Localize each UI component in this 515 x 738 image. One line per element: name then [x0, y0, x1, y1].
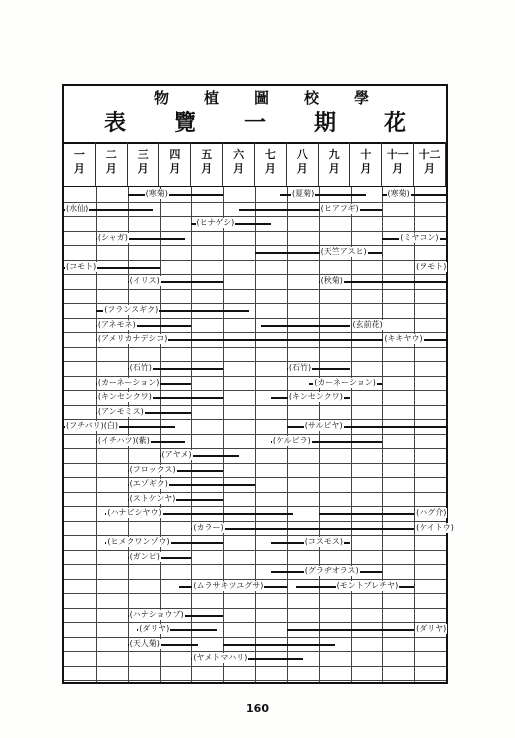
plant-label: (コモト) [66, 261, 97, 271]
grid-hline [64, 477, 446, 478]
flowering-chart [62, 84, 454, 684]
grid-hline [64, 506, 446, 507]
grid-hline [64, 521, 446, 522]
plant-label: (アンモミス) [97, 406, 144, 416]
grid-hline [64, 593, 446, 594]
plant-label: (ムラサキツユグサ) [193, 580, 264, 590]
plant-label: (石竹) [129, 363, 152, 372]
plant-label: (秋菊) [320, 276, 343, 285]
plant-label: (ヒメクワンゾウ) [107, 537, 170, 546]
plant-label: (サルビヤ) [304, 421, 343, 430]
month-header: 十 月 [351, 142, 383, 186]
month-header: 七 月 [255, 142, 287, 186]
plant-label: (ヒナゲシ) [196, 218, 235, 227]
plant-label: (天竺アスヒ) [320, 247, 367, 256]
grid-hline [64, 274, 446, 275]
bloom-period-bar [319, 513, 415, 515]
bloom-period-bar [239, 209, 382, 211]
title-char: 植 [204, 89, 220, 107]
plant-label: (天人菊) [129, 638, 160, 648]
month-header: 二 月 [96, 142, 128, 186]
plant-label: (フランスギク) [104, 305, 159, 314]
grid-hline [64, 405, 446, 406]
plant-label: (キキヤウ) [384, 334, 423, 343]
month-header: 八 月 [287, 142, 319, 186]
plant-label: (カーネーション) [97, 377, 160, 387]
month-header: 三 月 [128, 142, 160, 186]
plant-label: (イリス) [129, 276, 160, 285]
grid-hline [64, 245, 446, 246]
plant-label: (カーネーション) [314, 377, 376, 387]
bloom-period-bar [128, 194, 224, 196]
grid-hline [64, 579, 446, 580]
grid-hline [64, 419, 446, 420]
grid-hline [64, 535, 446, 536]
month-header: 一 月 [64, 142, 96, 186]
grid-hline [64, 376, 446, 377]
plant-label: (ハナショウブ) [129, 609, 184, 619]
title-char: 圖 [254, 89, 270, 107]
month-header: 五 月 [191, 142, 223, 186]
plant-label: (玄前花) [352, 319, 383, 329]
bloom-period-bar [223, 644, 334, 646]
plant-label: (寒菊) [387, 189, 410, 198]
plant-label: (ダリヤ) [139, 624, 170, 633]
grid-hline [64, 564, 446, 565]
plant-label: (フチバリ)(白) [66, 421, 119, 430]
plant-label: (ストケンヤ) [129, 493, 176, 503]
plant-label: (アネモネ) [97, 319, 136, 329]
plant-label: (フロックス) [129, 464, 176, 474]
plant-label: (キンセンクワ) [288, 392, 343, 401]
plant-label: (ガンピ) [129, 551, 160, 561]
title-char: 一 [244, 110, 267, 136]
grid-hline [64, 216, 446, 217]
plant-label: (ハグ介) [416, 508, 447, 517]
grid-hline [64, 637, 446, 638]
grid-hline [64, 434, 446, 435]
grid-hline [64, 260, 446, 261]
grid-hline [64, 289, 446, 290]
bloom-period-bar [287, 528, 414, 530]
title-char: 物 [154, 89, 170, 107]
month-header: 九 月 [319, 142, 351, 186]
bloom-period-bar [261, 325, 350, 327]
grid-hline [64, 666, 446, 667]
plant-label: (石竹) [288, 363, 312, 372]
month-header-row [64, 142, 446, 187]
plant-label: (キンセンクワ) [97, 392, 152, 401]
plant-label: (コスモス) [304, 537, 343, 546]
plant-label: (ヒアフギ) [320, 203, 359, 213]
plant-label: (イチハツ)(紫) [97, 435, 150, 445]
grid-hline [64, 463, 446, 464]
plant-label: (ヲモト) [416, 261, 447, 271]
grid-hline [64, 347, 446, 348]
plant-label: (ハナビシヤウ) [107, 508, 162, 517]
grid-hline [64, 332, 446, 333]
plant-label: (ケルビラ) [272, 435, 311, 445]
plant-label: (寒菊) [145, 189, 168, 198]
page-number: 160 [246, 702, 269, 715]
plant-label: (ヤメトマハリ) [193, 653, 248, 662]
grid-hline [64, 608, 446, 609]
month-header: 四 月 [160, 142, 192, 186]
plant-label: (グラヂオラス) [304, 566, 359, 575]
title-char: 學 [354, 89, 370, 107]
title-char: 花 [384, 110, 407, 136]
grid-hline [64, 361, 446, 362]
plant-label: (夏菊) [292, 189, 315, 198]
plant-label: (カラー) [193, 522, 224, 532]
grid-hline [64, 303, 446, 304]
grid-hline [64, 202, 446, 203]
month-header: 十一 月 [382, 142, 414, 186]
plant-label: (ケイトウ) [416, 522, 454, 532]
bloom-period-bar [287, 629, 414, 631]
plant-label: (ミヤコン) [400, 232, 439, 242]
title-char: 表 [104, 110, 127, 136]
plant-label: (エゾギク) [129, 479, 168, 488]
plant-label: (ダリヤ) [416, 624, 447, 633]
grid-hline [64, 550, 446, 551]
title-char: 期 [314, 110, 337, 136]
plant-label: (モントブレチヤ) [336, 580, 399, 590]
plant-label: (シャガ) [97, 232, 128, 242]
grid-hline [64, 318, 446, 319]
chart-header [64, 86, 446, 144]
plant-label: (アメリカナデシコ) [97, 334, 168, 343]
grid-hline [64, 651, 446, 652]
grid-hline [64, 448, 446, 449]
plant-label: (アヤメ) [161, 450, 192, 459]
month-header: 十二 月 [414, 142, 446, 186]
grid-hline [64, 231, 446, 232]
month-header: 六 月 [223, 142, 255, 186]
grid-hline [64, 492, 446, 493]
grid-hline [64, 622, 446, 623]
grid-hline [64, 680, 446, 681]
title-char: 校 [304, 89, 320, 107]
grid-hline [64, 390, 446, 391]
plant-label: (水仙) [66, 203, 89, 213]
title-char: 覽 [174, 110, 197, 136]
